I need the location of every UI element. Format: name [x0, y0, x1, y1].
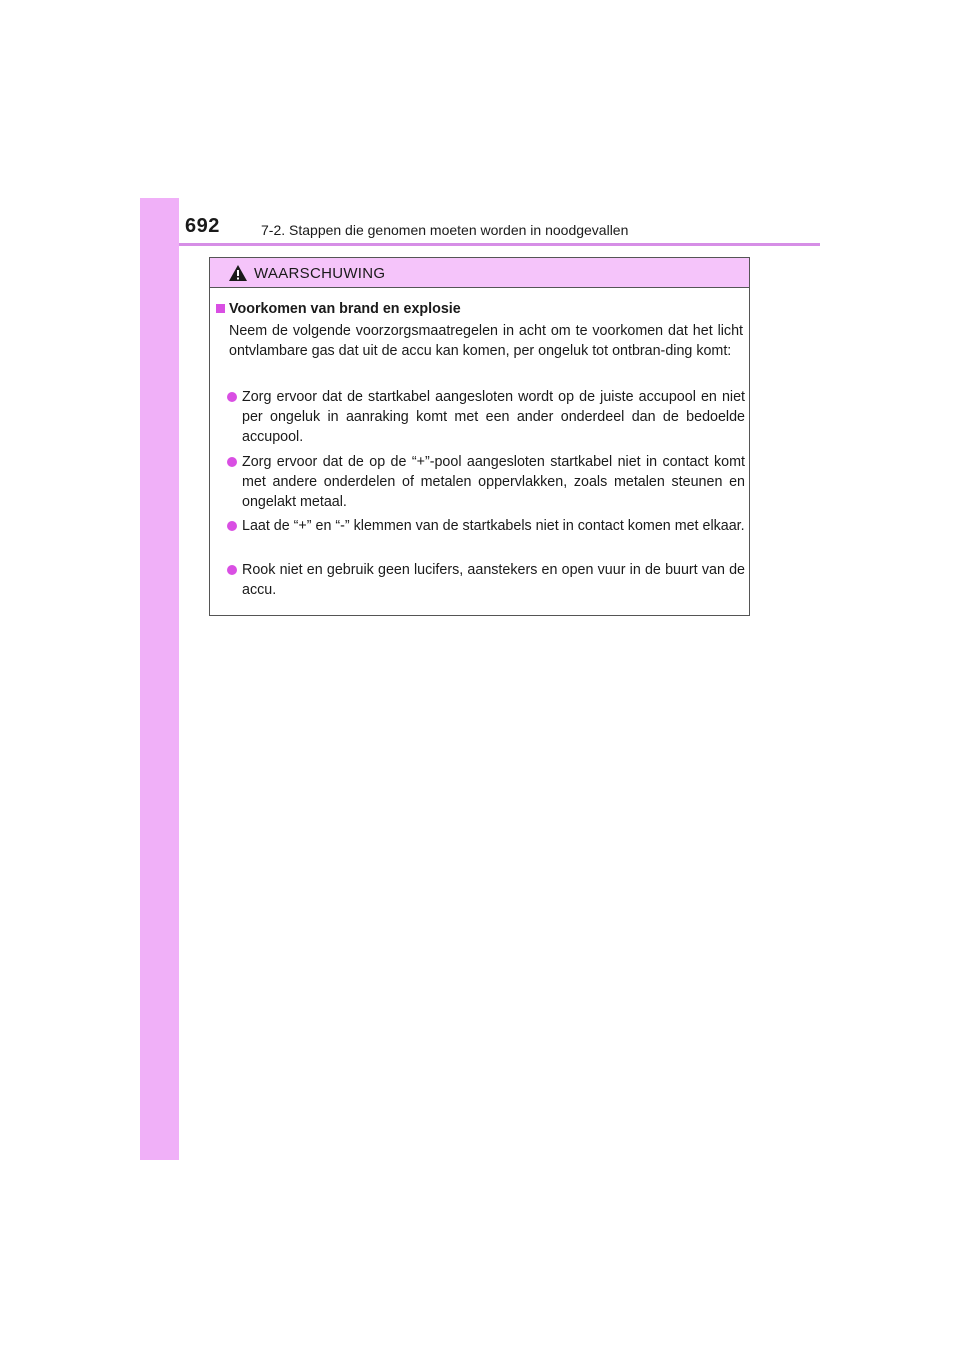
warning-triangle-icon [228, 264, 248, 287]
bullet-dot-icon [227, 565, 237, 575]
running-header: 7-2. Stappen die genomen moeten worden in noodgevallen [261, 222, 629, 238]
bullet-dot-icon [227, 521, 237, 531]
bullet-text: Zorg ervoor dat de op de “+”-pool aangesloten startkabel niet in contact komt met andere onderdelen of metalen oppervlakken, zoals metalen steunen en ongelakt metaal. [242, 454, 745, 510]
intro-paragraph: Neem de volgende voorzorgsmaatregelen in acht om te voorkomen dat het licht ontvlambare gas dat uit de accu kan komen, per ongeluk tot ontbran-ding komt: [229, 323, 743, 359]
section-title: Voorkomen van brand en explosie [229, 301, 461, 317]
bullet-dot-icon [227, 457, 237, 467]
chapter-side-tab [140, 198, 179, 1160]
warning-box [209, 257, 750, 616]
page-number: 692 [185, 215, 220, 237]
section-heading [216, 301, 461, 317]
bullet-text: Zorg ervoor dat de startkabel aangesloten wordt op de juiste accupool en niet per ongeluk in aanraking komt met een ander onderdeel dan de bedoelde accupool. [242, 389, 745, 445]
bullet-text: Laat de “+” en “-” klemmen van de startkabels niet in contact komen met elkaar. [242, 518, 745, 534]
square-bullet-icon [216, 304, 225, 313]
bullet-dot-icon [227, 392, 237, 402]
bullet-text: Rook niet en gebruik geen lucifers, aanstekers en open vuur in de buurt van de accu. [242, 562, 745, 598]
header-rule [179, 243, 820, 246]
warning-header [210, 258, 749, 288]
warning-title: WAARSCHUWING [254, 265, 386, 282]
